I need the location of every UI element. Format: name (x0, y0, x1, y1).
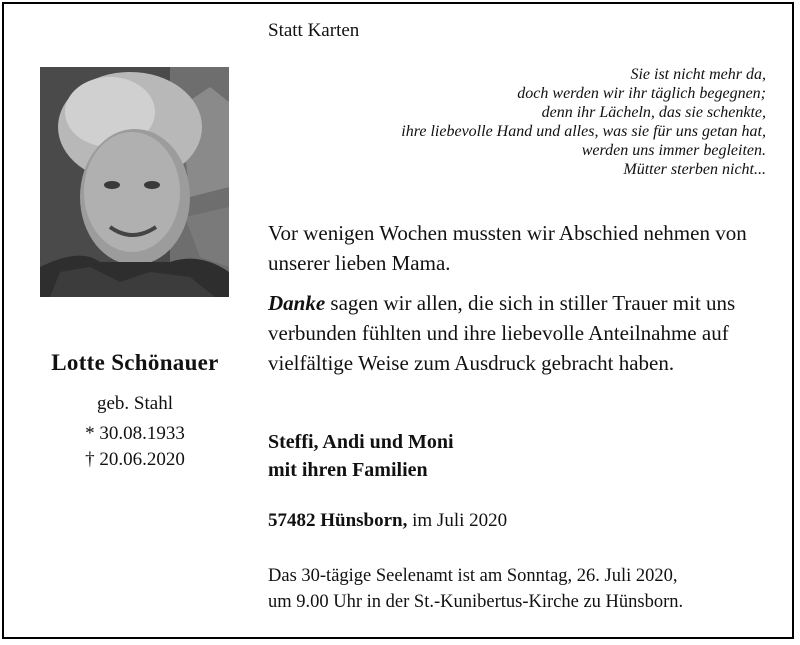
mass-line: um 9.00 Uhr in der St.-Kunibertus-Kirche zu Hünsborn. (268, 592, 684, 612)
thanks-emphasis: Danke (268, 291, 326, 315)
poem-line: ihre liebevolle Hand und alles, was sie für uns getan hat, (401, 123, 766, 140)
poem-line: Sie ist nicht mehr da, (630, 66, 766, 83)
place-city: 57482 Hünsborn, (268, 510, 408, 531)
poem-line: Mütter sterben nicht... (623, 161, 766, 178)
mass-info (268, 563, 683, 615)
born-name: geb. Stahl (97, 393, 173, 414)
signer-line: Steffi, Andi und Moni (268, 431, 454, 453)
place-date (268, 510, 507, 532)
signer-line: mit ihren Familien (268, 459, 428, 481)
signers (268, 428, 454, 484)
place-date-text: im Juli 2020 (407, 510, 508, 531)
birth-date: * 30.08.1933 (85, 423, 185, 444)
poem-line: denn ihr Lächeln, das sie schenkte, (541, 104, 766, 121)
poem-line: doch werden wir ihr täglich begegnen; (517, 85, 766, 102)
poem-line: werden uns immer begleiten. (581, 142, 766, 159)
death-date: † 20.06.2020 (85, 449, 185, 470)
header-text: Statt Karten (268, 20, 360, 41)
deceased-name: Lotte Schönauer (51, 350, 219, 375)
poem (306, 65, 766, 179)
farewell-paragraph: Vor wenigen Wochen mussten wir Abschied nehmen von unserer lieben Mama. (268, 221, 747, 275)
thanks-paragraph (268, 288, 788, 378)
thanks-text: sagen wir allen, die sich in stiller Trauer mit uns verbunden fühlten und ihre liebevolle Anteilnahme auf vielfältige Weise zum Ausdruck gebracht haben. (268, 291, 736, 375)
mass-line: Das 30-tägige Seelenamt ist am Sonntag, 26. Juli 2020, (268, 566, 678, 586)
portrait-photo (40, 67, 229, 297)
